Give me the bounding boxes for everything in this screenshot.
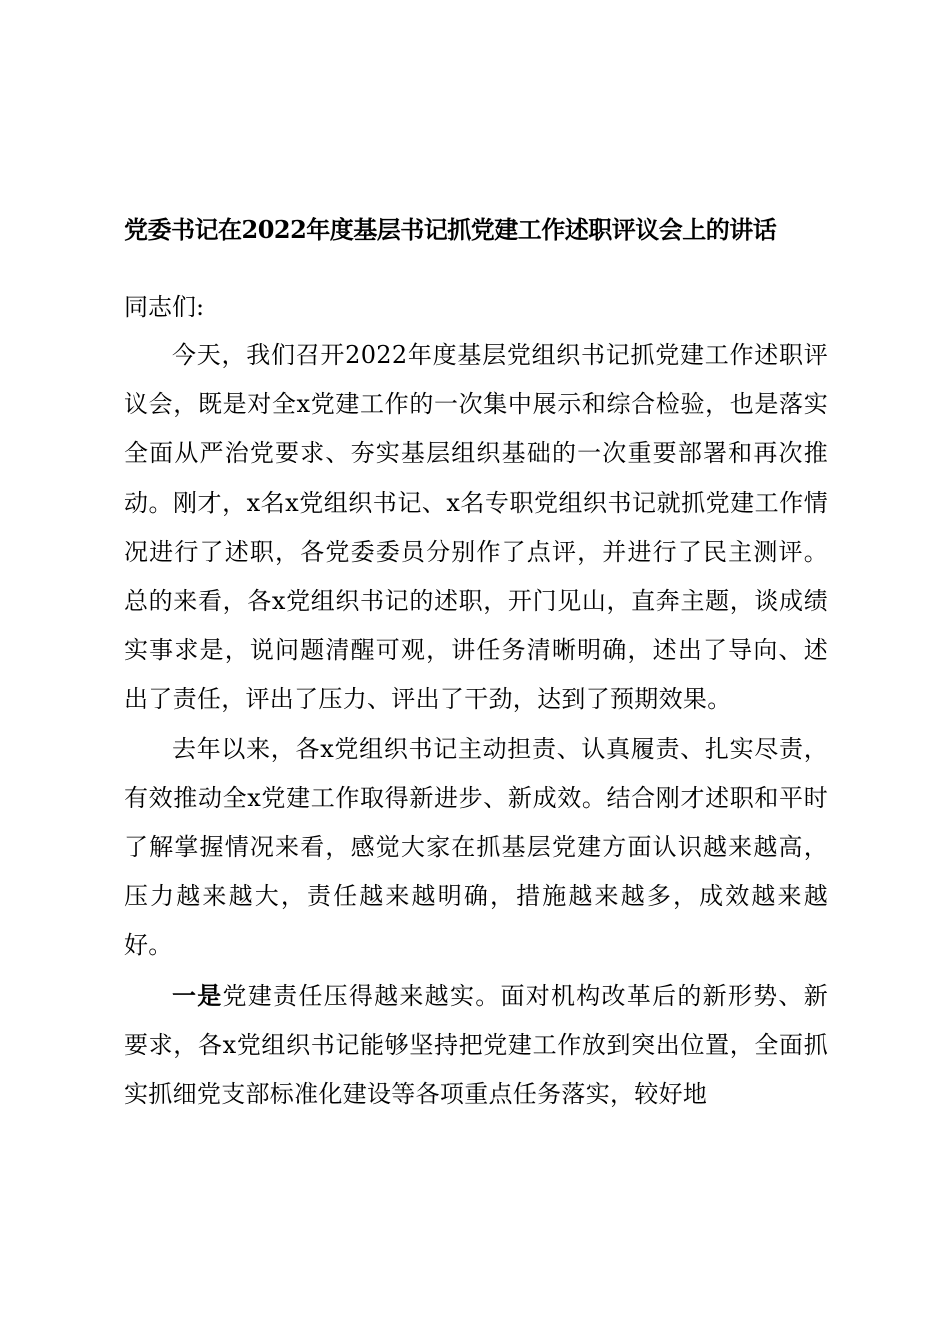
paragraph-2 [124,725,828,971]
paragraph-3-text: 党建责任压得越来越实。面对机构改革后的新形势、新要求，各x党组织书记能够坚持把党建工作放到突出位置，全面抓实抓细党支部标准化建设等各项重点任务落实，较好地 [124,981,828,1109]
paragraph-1-text: 今天，我们召开2022年度基层党组织书记抓党建工作述职评议会，既是对全x党建工作的一次集中展示和综合检验，也是落实全面从严治党要求、夯实基层组织基础的一次重要部署和再次推动。刚才，x名x党组织书记、x名专职党组织书记就抓党建工作情况进行了述职，各党委委员分别作了点评，并进行了民主测评。总的来看，各x党组织书记的述职，开门见山，直奔主题，谈成绩实事求是，说问题清醒可观，讲任务清晰明确，述出了导向、述出了责任，评出了压力、评出了干劲，达到了预期效果。 [124,341,828,714]
paragraph-2-text: 去年以来，各x党组织书记主动担责、认真履责、扎实尽责，有效推动全x党建工作取得新进步、新成效。结合刚才述职和平时了解掌握情况来看，感觉大家在抓基层党建方面认识越来越高，压力越来越大，责任越来越明确，措施越来越多，成效越来越好。 [124,734,828,960]
paragraph-3 [124,971,828,1120]
paragraph-1 [124,331,828,725]
document-title: 党委书记在2022年度基层书记抓党建工作述职评议会上的讲话 [124,215,777,244]
paragraph-3-lead: 一是 [172,980,223,1010]
salutation: 同志们: [124,293,205,321]
document-body [124,331,828,1119]
